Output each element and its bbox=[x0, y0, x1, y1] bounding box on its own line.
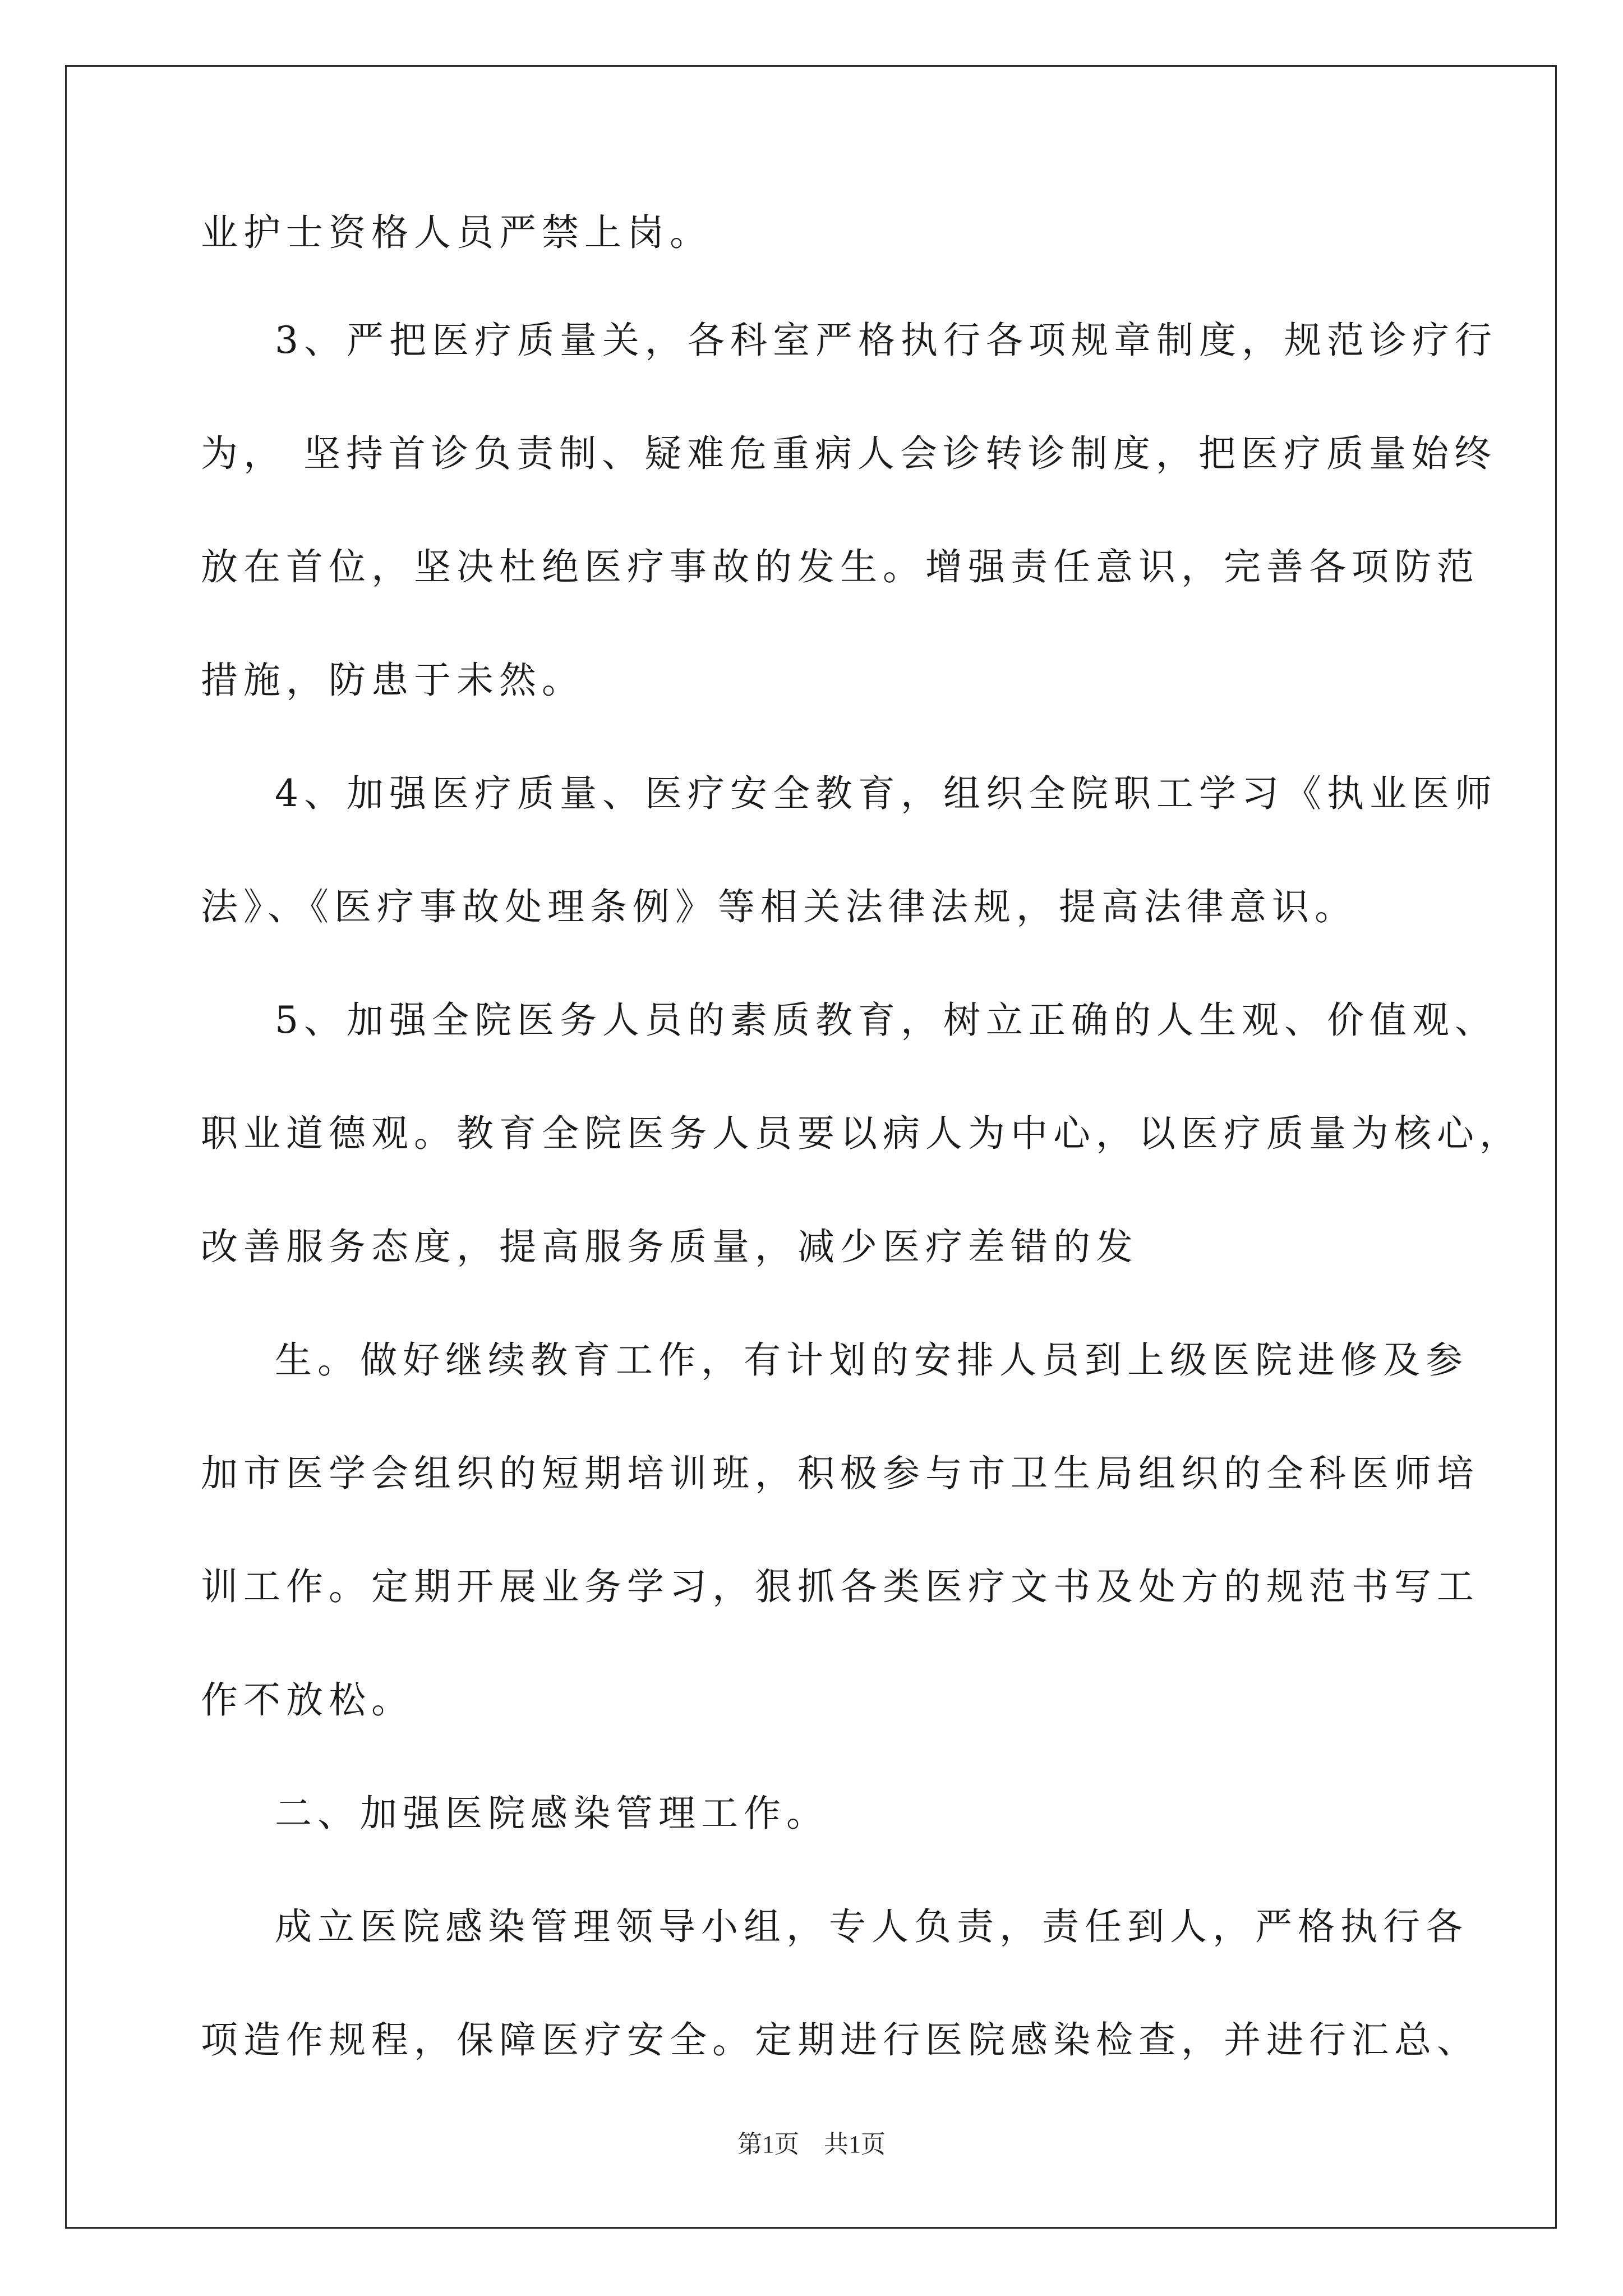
text-line: 法》、《医疗事故处理条例》等相关法律法规，提高法律意识。 bbox=[201, 885, 1357, 928]
text-line: 放在首位，坚决杜绝医疗事故的发生。增强责任意识，完善各项防范 bbox=[201, 545, 1479, 588]
text-line: 成立医院感染管理领导小组，专人负责，责任到人，严格执行各 bbox=[275, 1905, 1468, 1948]
text-line: 4、加强医疗质量、医疗安全教育，组织全院职工学习《执业医师 bbox=[275, 772, 1497, 815]
text-line: 作不放松。 bbox=[201, 1678, 414, 1722]
page-number: 第1页 共1页 bbox=[737, 2131, 886, 2158]
text-line: 训工作。定期开展业务学习，狠抓各类医疗文书及处方的规范书写工 bbox=[201, 1565, 1479, 1608]
text-line: 项造作规程，保障医疗安全。定期进行医院感染检查，并进行汇总、 bbox=[201, 2018, 1479, 2062]
text-line: 为， 坚持首诊负责制、疑难危重病人会诊转诊制度，把医疗质量始终 bbox=[201, 432, 1497, 475]
text-line: 措施，防患于未然。 bbox=[201, 659, 584, 702]
text-line: 职业道德观。教育全院医务人员要以病人为中心，以医疗质量为核心， bbox=[201, 1112, 1522, 1155]
text-line: 加市医学会组织的短期培训班，积极参与市卫生局组织的全科医师培 bbox=[201, 1452, 1479, 1495]
text-line: 5、加强全院医务人员的素质教育，树立正确的人生观、价值观、 bbox=[275, 999, 1497, 1042]
text-line: 业护士资格人员严禁上岗。 bbox=[201, 211, 712, 254]
text-line: 生。做好继续教育工作，有计划的安排人员到上级医院进修及参 bbox=[275, 1338, 1468, 1382]
text-line: 3、严把医疗质量关，各科室严格执行各项规章制度，规范诊疗行 bbox=[275, 319, 1497, 362]
text-line: 二、加强医院感染管理工作。 bbox=[275, 1792, 829, 1835]
text-line: 改善服务态度，提高服务质量，减少医疗差错的发 bbox=[201, 1225, 1138, 1268]
